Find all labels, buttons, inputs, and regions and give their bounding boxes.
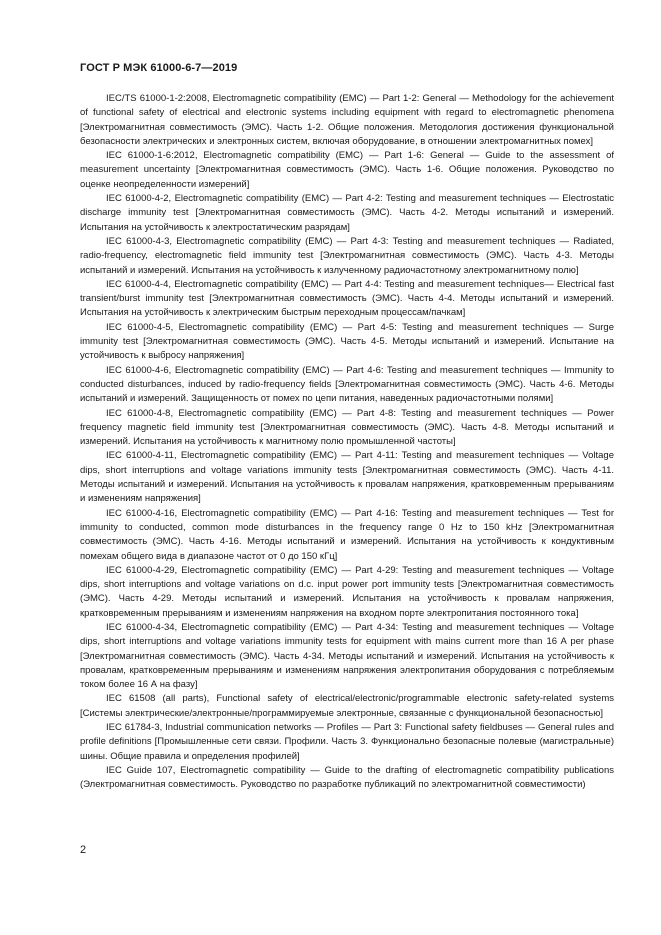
reference-paragraph: IEC 61000-1-6:2012, Electromagnetic compatibility (EMC) — Part 1-6: General — Guide to the assessment of measurement uncertainty [Электромагнитная совместимость (ЭМС). Часть 1-6. Общие положения. Руководство по оценке неопределенности измерений] bbox=[80, 150, 614, 190]
reference-paragraph: IEC 61784-3, Industrial communication networks — Profiles — Part 3: Functional safety fieldbuses — General rules and profile definitions [Промышленные сети связи. Профили. Часть 3. Функционально безопасные полевые (магистральные) шины. Общие правила и определения профилей] bbox=[80, 722, 614, 762]
reference-paragraph: IEC 61000-4-5, Electromagnetic compatibility (EMC) — Part 4-5: Testing and measurement techniques — Surge immunity test [Электромагнитная совместимость (ЭМС). Часть 4-5. Методы испытаний и измерений. Испытание на устойчивость к выбросу напряжения] bbox=[80, 321, 614, 362]
reference-paragraph: IEC Guide 107, Electromagnetic compatibility — Guide to the drafting of electromagnetic compatibility publications (Электромагнитная совместимость. Руководство по разработке публикаций по электромагнитной совместимости) bbox=[80, 764, 614, 791]
reference-paragraph: IEC 61508 (all parts), Functional safety of electrical/electronic/programmable electronic safety-related systems [Системы электрические/электронные/программируемые электронные, связанные с функциональной безопасностью] bbox=[80, 693, 614, 719]
reference-paragraph: IEC 61000-4-29, Electromagnetic compatibility (EMC) — Part 4-29: Testing and measurement techniques — Voltage dips, short interruptions and voltage variations on d.c. input power port immunity tests [Электромагнитная совместимость (ЭМС). Часть 4-29. Методы испытаний и измерений. Испытания на устойчивость к провалам напряжения, кратковременным прерываниям и изменениям напряжения на входном порте электропитания постоянного тока] bbox=[80, 564, 614, 619]
reference-paragraph: IEC 61000-4-16, Electromagnetic compatibility (EMC) — Part 4-16: Testing and measurement techniques — Test for immunity to conducted, common mode disturbances in the frequency range 0 Hz to 150 kHz [Электромагнитная совместимость (ЭМС). Часть 4-16. Методы испытаний и измерений. Испытания на устойчивость к кондуктивным помехам общего вида в диапазоне частот от 0 до 150 кГц] bbox=[80, 507, 614, 562]
reference-paragraph: IEC 61000-4-3, Electromagnetic compatibility (EMC) — Part 4-3: Testing and measurement techniques — Radiated, radio-frequency, electromagnetic field immunity test [Электромагнитная совместимость (ЭМС). Часть 4-3. Методы испытаний и измерений. Испытания на устойчивость к излученному радиочастотному электромагнитному полю] bbox=[80, 235, 614, 276]
reference-paragraph: IEC 61000-4-2, Electromagnetic compatibility (EMC) — Part 4-2: Testing and measurement techniques — Electrostatic discharge immunity test [Электромагнитная совместимость (ЭМС). Часть 4-2. Методы испытаний и измерений. Испытания на устойчивость к электростатическим разрядам] bbox=[80, 193, 614, 233]
reference-paragraph: IEC/TS 61000-1-2:2008, Electromagnetic compatibility (EMC) — Part 1-2: General — Methodology for the achievement of functional safety of electrical and electronic systems including equipment with regard to electromagnetic phenomena [Электромагнитная совместимость (ЭМС). Часть 1-2. Общие положения. Методология достижения функциональной безопасности электрических и электронных систем, включая оборудование, в отношении электромагнитных помех] bbox=[80, 93, 614, 147]
reference-paragraph: IEC 61000-4-6, Electromagnetic compatibility (EMC) — Part 4-6: Testing and measurement techniques — Immunity to conducted disturbances, induced by radio-frequency fields [Электромагнитная совместимость (ЭМС). Часть 4-6. Методы испытаний и измерений. Защищенность от помех по цепи питания, наведенных радиочастотными полями] bbox=[80, 364, 614, 405]
page-number: 2 bbox=[80, 844, 87, 856]
reference-paragraph: IEC 61000-4-11, Electromagnetic compatibility (EMC) — Part 4-11: Testing and measurement techniques — Voltage dips, short interruptions and voltage variations immunity tests [Электромагнитная совместимость (ЭМС). Часть 4-11. Методы испытаний и измерений. Испытания на устойчивость к провалам напряжения, кратковременным прерываниям и изменениям напряжения] bbox=[80, 450, 614, 505]
normative-references bbox=[80, 92, 614, 793]
reference-paragraph: IEC 61000-4-4, Electromagnetic compatibility (EMC) — Part 4-4: Testing and measurement techniques— Electrical fast transient/burst immunity test [Электромагнитная совместимость (ЭМС). Часть 4-4. Методы испытаний и измерений. Испытания на устойчивость к электрическим быстрым переходным процессам/пачкам] bbox=[80, 278, 614, 319]
reference-paragraph: IEC 61000-4-34, Electromagnetic compatibility (EMC) — Part 4-34: Testing and measurement techniques — Voltage dips, short interruptions and voltage variations immunity tests for equipment with mains current more than 16 A per phase [Электромагнитная совместимость (ЭМС). Часть 4-34. Методы испытаний и измерений. Испытания на устойчивость к провалам, кратковременным прерываниям и изменениям напряжения электропитания оборудования с потребляемым током более 16 А на фазу] bbox=[80, 621, 614, 691]
reference-paragraph: IEC 61000-4-8, Electromagnetic compatibility (EMC) — Part 4-8: Testing and measurement techniques — Power frequency magnetic field immunity test [Электромагнитная совместимость (ЭМС). Часть 4-8. Методы испытаний и измерений. Испытания на устойчивость к магнитному полю промышленной частоты] bbox=[80, 407, 614, 448]
document-header: ГОСТ Р МЭК 61000-6-7—2019 bbox=[80, 62, 238, 74]
